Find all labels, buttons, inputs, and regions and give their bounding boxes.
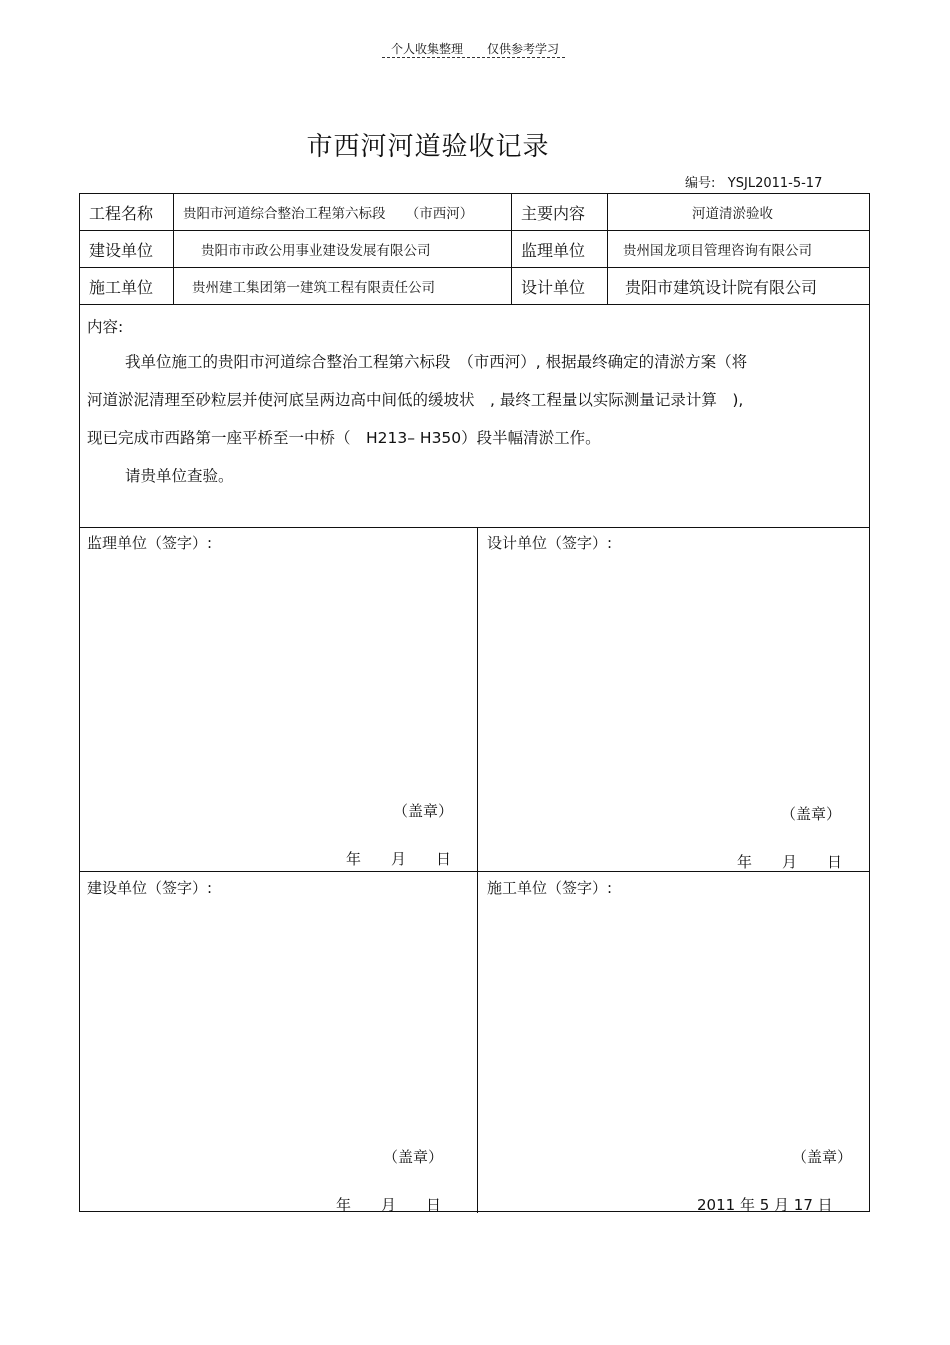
supervisor-seal: （盖章）	[393, 802, 454, 820]
project-name-value: 贵阳市河道综合整治工程第六标段 （市西河）	[183, 206, 474, 222]
row-divider	[80, 527, 869, 528]
designer-seal: （盖章）	[781, 805, 842, 823]
doc-no-label: 编号:	[685, 176, 716, 191]
builder-date: 年 月 日	[336, 1196, 442, 1214]
supervisor-sign-label: 监理单位（签字）:	[87, 534, 213, 552]
col-divider	[511, 194, 512, 304]
page-title: 市西河河道验收记录	[306, 132, 550, 162]
row-divider	[80, 230, 869, 231]
doc-no-value: YSJL2011-5-17	[727, 176, 823, 191]
designer-sign-label: 设计单位（签字）:	[487, 534, 613, 552]
builder-unit-label: 建设单位	[89, 241, 154, 260]
constructor-unit-value: 贵州建工集团第一建筑工程有限责任公司	[192, 280, 435, 296]
supervisor-unit-value: 贵州国龙项目管理咨询有限公司	[623, 243, 812, 259]
designer-unit-label: 设计单位	[521, 278, 586, 297]
constructor-sign-label: 施工单位（签字）:	[487, 879, 613, 897]
col-divider	[477, 527, 478, 1213]
content-line: 我单位施工的贵阳市河道综合整治工程第六标段 （市西河）, 根据最终确定的清淤方案（将	[125, 353, 748, 371]
row-divider	[80, 267, 869, 268]
constructor-seal: （盖章）	[792, 1148, 853, 1166]
builder-sign-label: 建设单位（签字）:	[87, 879, 213, 897]
header-underline	[382, 57, 565, 58]
project-name-label: 工程名称	[89, 204, 154, 223]
builder-unit-value: 贵阳市市政公用事业建设发展有限公司	[201, 243, 431, 259]
document-number	[685, 172, 822, 191]
constructor-unit-label: 施工单位	[89, 278, 154, 297]
content-line: 现已完成市西路第一座平桥至一中桥（ H213– H350）段半幅清淤工作。	[87, 429, 601, 447]
designer-date: 年 月 日	[737, 853, 843, 871]
header-note: 个人收集整理 仅供参考学习	[390, 42, 559, 56]
col-divider	[607, 194, 608, 304]
supervisor-date: 年 月 日	[346, 850, 452, 868]
supervisor-unit-label: 监理单位	[521, 241, 586, 260]
builder-seal: （盖章）	[383, 1148, 444, 1166]
main-content-value: 河道清淤验收	[692, 206, 773, 222]
col-divider	[173, 194, 174, 304]
row-divider	[80, 304, 869, 305]
content-line: 河道淤泥清理至砂粒层并使河底呈两边高中间低的缓坡状 , 最终工程量以实际测量记录计算 ),	[87, 391, 744, 409]
record-table	[79, 193, 870, 1212]
constructor-date: 2011 年 5 月 17 日	[697, 1196, 833, 1214]
main-content-label: 主要内容	[521, 204, 586, 223]
content-heading: 内容:	[87, 318, 124, 336]
content-line: 请贵单位查验。	[125, 467, 234, 485]
designer-unit-value: 贵阳市建筑设计院有限公司	[625, 278, 818, 297]
